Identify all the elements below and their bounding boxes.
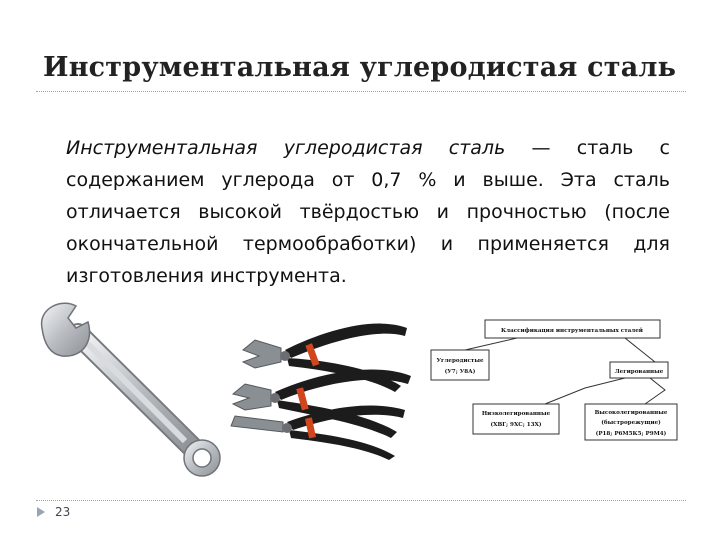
bottom-right-sub2: (Р18; Р6М5К5; Р9М4) (595, 431, 667, 437)
left-title: Углеродистые (436, 358, 484, 364)
bottom-left-sub: (ХВГ; 9ХС; 13Х) (490, 422, 542, 428)
left-sub: (У7; У8А) (444, 369, 476, 375)
body-paragraph (66, 132, 670, 292)
bottom-right-sub: (быстрорежущие) (601, 420, 661, 426)
footer-divider (36, 500, 686, 501)
title-divider (36, 91, 686, 92)
bottom-right-title: Высоколегированные (594, 410, 668, 416)
bottom-left-box (473, 404, 559, 434)
body-term: Инструментальная углеродистая сталь (66, 137, 506, 159)
classification-diagram (425, 318, 710, 450)
pliers-image (225, 310, 425, 460)
body-text: — сталь с содержанием углерода от 0,7 % и выше. Эта сталь отличается высокой твёрдостью и прочностью (после окончательной термообработки) и применяется для изготовления инструмента. (66, 137, 670, 287)
page-number: 23 (55, 505, 71, 519)
right-title: Легированные (614, 369, 664, 375)
bottom-left-title: Низколегированные (481, 411, 551, 417)
arrow-bullet-icon (36, 506, 46, 518)
root-label: Классификация инструментальных сталей (501, 328, 643, 334)
left-box (431, 350, 489, 380)
wrench-image (30, 300, 230, 480)
slide-title: Инструментальная углеродистая сталь (43, 52, 677, 83)
